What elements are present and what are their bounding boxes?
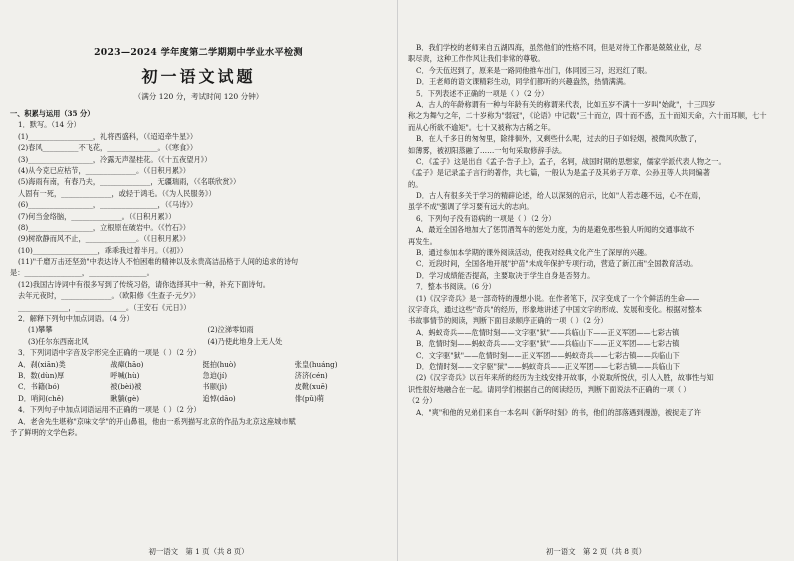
q6-line: C．近段时间，全国各地开展"护苗"未成年保护专项行动，营造了新江南"全国教育活动。	[416, 259, 698, 269]
q2-item: (1)攀攀	[28, 325, 53, 335]
exam-page-2	[397, 0, 794, 561]
fill-line: (12)我国古诗词中有很多写到了传统习俗，请你选择其中一种，补充下面诗句。	[18, 279, 270, 289]
q3-option: 瞅躺(gè)	[110, 393, 140, 403]
q2-item: (4)乃使此地身上无人处	[207, 336, 283, 346]
fill-line: (6)__________________，________________，（《马诗》）	[18, 200, 198, 210]
q3-option: 张皇(huáng)	[294, 359, 338, 369]
q3-option: 济济(cén)	[294, 370, 328, 380]
q7-2-line: (2)《汉字奇兵》以百年来所的经历为主线安排开故事，小说取所悦伏，引人入胜，故事性与知	[416, 373, 714, 383]
question-3: 3．下列词语中字音及字形完全正确的一项是（ ）（2 分）	[18, 348, 201, 358]
q7-option: B．危情时刻——蚂蚁奇兵——文字驱"狱"——兵临山下——正义军团——七彩古镇	[416, 339, 680, 349]
q2-item: (3)任尔东西南北风	[28, 336, 89, 346]
q3-option: 呼喊(hù)	[110, 370, 140, 380]
fill-line: (2)春风__________不飞花，______________。（《寒食》）	[18, 143, 198, 153]
q3-option: 追悼(dāo)	[202, 393, 236, 403]
q6-line: D．学习成绩能否提高，主要取决于学生自身是否努力。	[416, 270, 595, 280]
fill-line: (1)__________________，礼将西盛科，（《迢迢牵牛星》）	[18, 131, 198, 141]
q7-option: D．危情时刻——文字驱"狱"——蚂蚁奇兵——正义军团——七彩古镇——兵临山下	[416, 361, 680, 371]
q4-option-a-cont: 予了鲜明的文学色彩。	[10, 427, 82, 437]
page-footer: 初一语文 第 2 页（共 8 页）	[545, 547, 647, 556]
q3-option: 皮靴(xuē)	[294, 382, 328, 392]
q4-option-b: B．我们学校的老师来自五湖四海，虽然他们的性格不同，但是对待工作都是兢兢业业，尽	[416, 43, 702, 52]
fill-line: ______________，______________。（王安石《元日》）	[18, 302, 191, 312]
q3-option: 俳(pǔ)萌	[294, 393, 324, 403]
fill-line: (8)__________________，立根原在破岩中。（《竹石》）	[18, 222, 190, 232]
fill-line: 是：________________，________________。	[10, 268, 154, 278]
q4-option-d: D．王老师的语文课精彩生动，同学们都听的兴趣盎然，热情满满。	[416, 77, 631, 87]
q7-line: 书故事情节的阅读，判断下面目录顺序正确的一项（ ）（2 分）	[408, 316, 608, 326]
q5-line: B．在人千多日的匆匆里，除徘徊外，又剩些什么呢，过去的日子如轻烟，被微风吹散了，	[416, 134, 702, 144]
fill-line: 去年元夜时，______________。（欧阳修《生查子·元夕》）	[18, 291, 200, 301]
exam-title: 初一语文试题	[141, 67, 256, 86]
q3-option: 急迫(jí)	[202, 370, 228, 380]
q7-line: (1)《汉字奇兵》是一部奇特的漫想小说。在作者笔下，汉字变成了一个个鲜活的生命——	[416, 293, 700, 303]
q5-line: 《孟子》是记录孟子言行的著作，共七篇，一般认为是孟子及其弟子万章、公孙丑等人共同编著	[408, 168, 710, 178]
q7-option: A．蚂蚁奇兵——危情时刻——文字驱"狱"——兵临山下——正义军团——七彩古镇	[416, 327, 680, 337]
question-2: 2．解释下列句中加点词语。（4 分）	[18, 314, 134, 324]
fill-line: 人固有一死，______________，或轻于鸿毛。（《为人民服务》）	[18, 188, 216, 198]
fill-line: (11)"千磨万击还坚劲"中表达诗人不怕困难的精神以及永贵高洁品格于人间的追求的诗句	[18, 257, 299, 267]
q3-option: 书颐(jì)	[202, 382, 228, 392]
q3-option: A．刹(xiān)类	[18, 359, 66, 369]
q4-option-a: A．老舍先生堪称"京味文学"的开山鼻祖，他由一系列描写北京的作品为北京这座城市赋	[18, 416, 296, 426]
q5-line: 虽学不成"强调了学习要有远大的志向。	[408, 202, 534, 212]
q7-option: C．文字驱"狱"——危情时刻——正义军团——蚂蚁奇兵——七彩古镇——兵临山下	[416, 350, 680, 360]
q3-option: D．哨间(chě)	[18, 393, 64, 403]
q6-line: 再发生。	[408, 236, 437, 246]
question-7: 7．整本书阅读。（6 分）	[416, 282, 496, 292]
question-6: 6．下列句子没有语病的一项是（ ）（2 分）	[416, 213, 556, 223]
q3-option: C．书籍(bó)	[18, 382, 60, 392]
question-1: 1．默写。（14 分）	[18, 120, 81, 130]
question-5: 5．下列表述不正确的一项是（ ）（2 分）	[416, 88, 549, 98]
fill-line: (4)从今克已应枯节，______________。（《日积月累》）	[18, 165, 190, 175]
page-footer: 初一语文 第 1 页（共 8 页）	[148, 547, 249, 556]
q6-line: A．最近全国各地加大了惩罚酒驾车的惩处力度，为的是避免那些狼人听闻的交通事故不	[416, 225, 695, 235]
q3-option: B．数(dùn)厚	[18, 370, 65, 380]
section-heading: 一、积累与运用（35 分）	[10, 109, 95, 118]
fill-line: (7)何当金络脑，______________。（《日积月累》）	[18, 211, 176, 221]
q6-line: B．通过参加本学期的课外阅读活动，使我对经典文化产生了深厚的兴趣。	[416, 248, 652, 258]
q4-option-b-cont: 职尽责，这种工作作风让我们非常的尊敬。	[408, 54, 545, 64]
q5-line: 的。	[408, 179, 423, 189]
q3-option: 挺拍(huò)	[202, 359, 237, 369]
q5-line: D．古人有很多关于学习的精辟论述，给人以深刻的启示，比如"人若志趣不远，心不在焉，	[416, 191, 706, 201]
q7-line: 汉字奇兵，通过这些"奇兵"的经历，形象地讲述了中国文字的形成、发展和变化。根据对整本	[408, 304, 703, 314]
question-4: 4．下列句子中加点词语运用不正确的一项是（ ）（2 分）	[18, 405, 201, 415]
q5-line: C．《孟子》这是出自《孟子·告子上》，孟子，名轲，战国时期的思想家，儒家学派代表人物之一。	[416, 156, 726, 166]
exam-header: 2023—2024 学年度第二学期期中学业水平检测	[94, 47, 303, 58]
fill-line: (10)__________________，乖乖我过着半月。（《初》）	[18, 245, 188, 255]
q7-2-line: （2 分）	[408, 396, 437, 406]
q3-option: 被(bèi)被	[110, 382, 142, 392]
q2-item: (2)泣涕零如雨	[207, 325, 254, 335]
q7-2-line: 识性很好地融合在一起。请同学们根据自己的阅读经历，判断下面说法不正确的一项（ ）	[408, 384, 691, 394]
q5-line: 如薄雾，被初阳蒸融了……一句句采取修辞手法。	[408, 145, 567, 155]
fill-line: (5)海雨有南，有春乃夫，______________，无疆瑞雨，（《名联欣赏》）	[18, 177, 241, 187]
q5-line: A．古人的年龄称谓有一种与年龄有关的称谓来代表，比如五岁不满十一岁叫"始龀"，十三四岁	[416, 99, 716, 109]
q7-2-line: A．"爽"和他的兄弟们来自一本名叫《新华时刻》的书，他们的部落遇到漫游，被捉走了许	[416, 407, 701, 417]
q5-line: 而从心所欲不逾矩"。七十又被称为古稀之年。	[408, 122, 556, 132]
q5-line: 称之为舞勺之年，二十岁称为"弱冠"，《论语》中记载"三十而立，四十而不惑，五十而知天命，六十而耳顺，七十	[408, 111, 767, 121]
exam-subtitle: （满分 120 分，考试时间 120 分钟）	[133, 92, 264, 101]
fill-line: (3)__________________，冷露无声湿桂花。（《十五夜望月》）	[18, 154, 212, 164]
q3-option: 战瘴(hāo)	[110, 359, 144, 369]
fill-line: (9)树欲静而风不止，______________。（《日积月累》）	[18, 234, 190, 244]
q4-option-c: C．今天伍迟到了，原来是一路同他推车出门，体同园三习，迟迟红了眼。	[416, 65, 652, 75]
